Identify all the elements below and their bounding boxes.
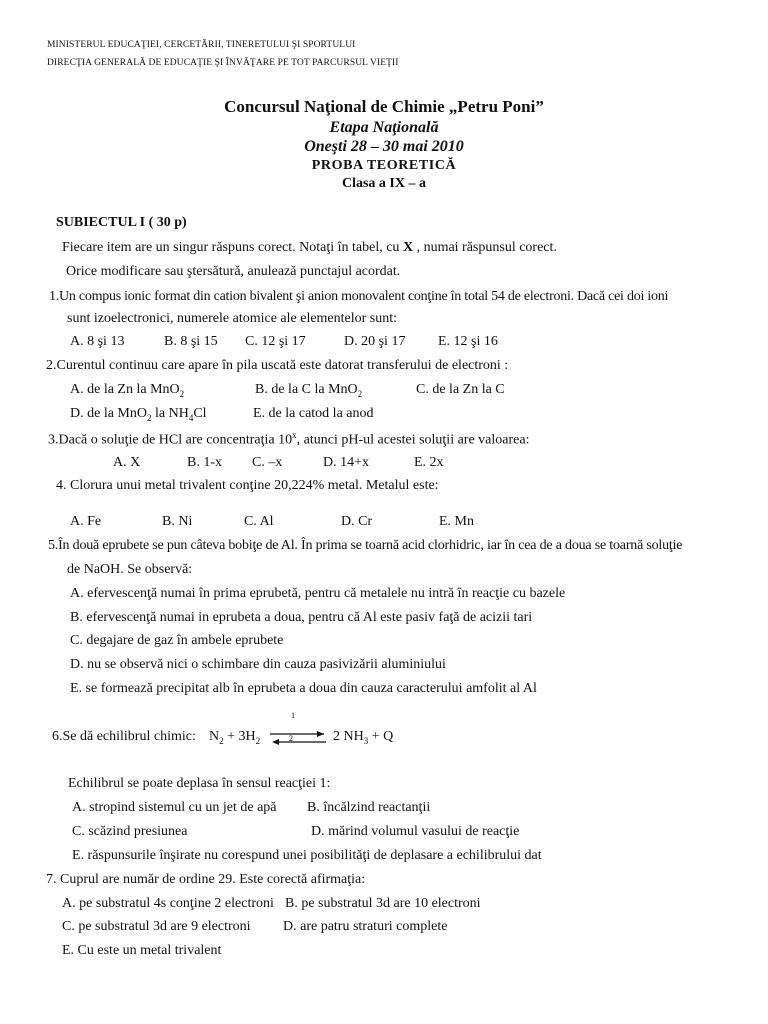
q2-d-pre: D. de la MnO <box>70 406 147 421</box>
q7-option-d: D. are patru straturi complete <box>283 919 448 934</box>
ministry-line: MINISTERUL EDUCAŢIEI, CERCETĂRII, TINERETULUI ŞI SPORTULUI <box>47 40 356 50</box>
proba-title: PROBA TEORETICĂ <box>311 158 457 173</box>
q6-plus: + 3H <box>223 729 256 744</box>
q4-text: 4. Clorura unui metal trivalent conţine 20,224% metal. Metalul este: <box>56 478 439 493</box>
q2-a-sub: 2 <box>179 388 185 399</box>
q6-option-e: E. răspunsurile înşirate nu corespund unei posibilităţi de deplasare a echilibrului dat <box>72 848 542 863</box>
q6-q: + Q <box>368 729 394 744</box>
contest-title: Concursul Naţional de Chimie „Petru Poni” <box>224 97 544 116</box>
equilibrium-arrow-icon <box>270 730 328 746</box>
q5-option-c: C. degajare de gaz în ambele eprubete <box>70 633 284 648</box>
q2-d-post: Cl <box>193 406 207 421</box>
q6-option-b: B. încălzind reactanţii <box>307 800 431 815</box>
q7-text: 7. Cuprul are număr de ordine 29. Este corectă afirmaţia: <box>46 872 366 887</box>
class-title: Clasa a IX – a <box>341 176 426 191</box>
q2-text: 2.Curentul continuu care apare în pila uscată este datorat transferului de electroni : <box>46 358 509 373</box>
directorate-line: DIRECŢIA GENERALĂ DE EDUCAŢIE ŞI ÎNVĂŢARE PE TOT PARCURSUL VIEŢII <box>47 58 399 68</box>
q2-option-e: E. de la catod la anod <box>253 406 374 421</box>
q1-option-e: E. 12 şi 16 <box>438 334 498 349</box>
q4-option-a: A. Fe <box>70 514 102 529</box>
q5-option-e: E. se formează precipitat alb în eprubeta a doua din cauza caracterului amfolit al Al <box>70 681 537 696</box>
instruction-2: Orice modificare sau ştersătură, anulează punctajul acordat. <box>66 264 401 279</box>
q4-option-e: E. Mn <box>439 514 474 529</box>
q7-option-b: B. pe substratul 3d are 10 electroni <box>285 896 481 911</box>
q6-arrow-top-label: 1 <box>291 711 295 720</box>
q2-option-c: C. de la Zn la C <box>416 382 505 397</box>
q2-d-mid: la NH <box>151 406 189 421</box>
q5-option-a: A. efervescenţă numai în prima eprubetă, pentru că metalele nu intră în reacţie cu bazele <box>70 586 566 601</box>
q2-option-a <box>70 382 184 399</box>
q4-option-b: B. Ni <box>162 514 193 529</box>
q1-option-a: A. 8 şi 13 <box>70 334 125 349</box>
instruction-1-x: X <box>402 240 414 255</box>
q1-line1: 1.Un compus ionic format din cation bivalent şi anion monovalent conţine în total 54 de electroni. Dacă cei doi ioni <box>49 289 669 304</box>
q2-d-sub2: 4 <box>188 412 194 423</box>
q6-h-sub: 2 <box>255 735 261 746</box>
q3-sup: x <box>292 430 297 440</box>
place-date: Oneşti 28 – 30 mai 2010 <box>304 138 464 155</box>
q3-option-e: E. 2x <box>414 455 444 470</box>
instruction-1 <box>62 240 557 256</box>
q1-line2: sunt izoelectronici, numerele atomice ale elementelor sunt: <box>67 311 398 326</box>
q3-pre: 3.Dacă o soluţie de HCl are concentraţia 10 <box>48 432 293 448</box>
q3-text <box>48 430 529 449</box>
q3-post: , atunci pH-ul acestei soluţii are valoarea: <box>296 432 530 448</box>
subject-heading: SUBIECTUL I ( 30 p) <box>56 215 187 230</box>
q7-option-e: E. Cu este un metal trivalent <box>62 943 222 958</box>
q4-option-c: C. Al <box>244 514 274 529</box>
q3-option-c: C. –x <box>252 455 283 470</box>
q2-b-text: B. de la C la MnO <box>255 382 358 397</box>
q6-products <box>333 729 393 746</box>
q6-label: 6.Se dă echilibrul chimic: <box>52 729 196 744</box>
q1-option-d: D. 20 şi 17 <box>344 334 406 349</box>
q6-option-a: A. stropind sistemul cu un jet de apă <box>72 800 277 815</box>
q6-reactants <box>209 729 260 746</box>
q3-option-d: D. 14+x <box>323 455 370 470</box>
q6-option-c: C. scăzind presiunea <box>72 824 188 839</box>
q5-line1: 5.În două eprubete se pun câteva bobiţe de Al. În prima se toarnă acid clorhidric, iar în cea de a doua se toarnă soluţie <box>48 538 683 553</box>
q5-option-b: B. efervescenţă numai in eprubeta a doua, pentru că Al este pasiv faţă de acizii tari <box>70 610 533 625</box>
q2-option-d <box>70 406 207 423</box>
instruction-1-b: , numai răspunsul corect. <box>413 240 557 255</box>
q2-d-sub1: 2 <box>147 412 152 423</box>
q4-option-d: D. Cr <box>341 514 373 529</box>
instruction-1-a: Fiecare item are un singur răspuns corect. Notaţi în tabel, cu <box>62 240 403 255</box>
q7-option-c: C. pe substratul 3d are 9 electroni <box>62 919 251 934</box>
q3-option-a: A. X <box>113 455 141 470</box>
q6-n: N <box>209 729 220 744</box>
q2-b-sub: 2 <box>357 388 363 399</box>
q5-line2: de NaOH. Se observă: <box>67 562 193 577</box>
stage-title: Etapa Naţională <box>329 119 439 136</box>
q6-nh-sub: 3 <box>363 735 369 746</box>
q3-option-b: B. 1-x <box>187 455 222 470</box>
q6-n-sub: 2 <box>219 735 224 746</box>
q1-option-b: B. 8 şi 15 <box>164 334 218 349</box>
q2-option-b <box>255 382 362 399</box>
q2-a-text: A. de la Zn la MnO <box>70 382 180 397</box>
q6-intro: Echilibrul se poate deplasa în sensul reacţiei 1: <box>68 776 331 791</box>
q1-option-c: C. 12 şi 17 <box>245 334 306 349</box>
q6-arrow-bottom-label: 2 <box>289 734 293 743</box>
q5-option-d: D. nu se observă nici o schimbare din cauza pasivizării aluminiului <box>70 657 446 672</box>
q6-option-d: D. mărind volumul vasului de reacţie <box>311 824 520 839</box>
q7-option-a: A. pe substratul 4s conţine 2 electroni <box>62 896 274 911</box>
q6-nh: 2 NH <box>333 729 364 744</box>
